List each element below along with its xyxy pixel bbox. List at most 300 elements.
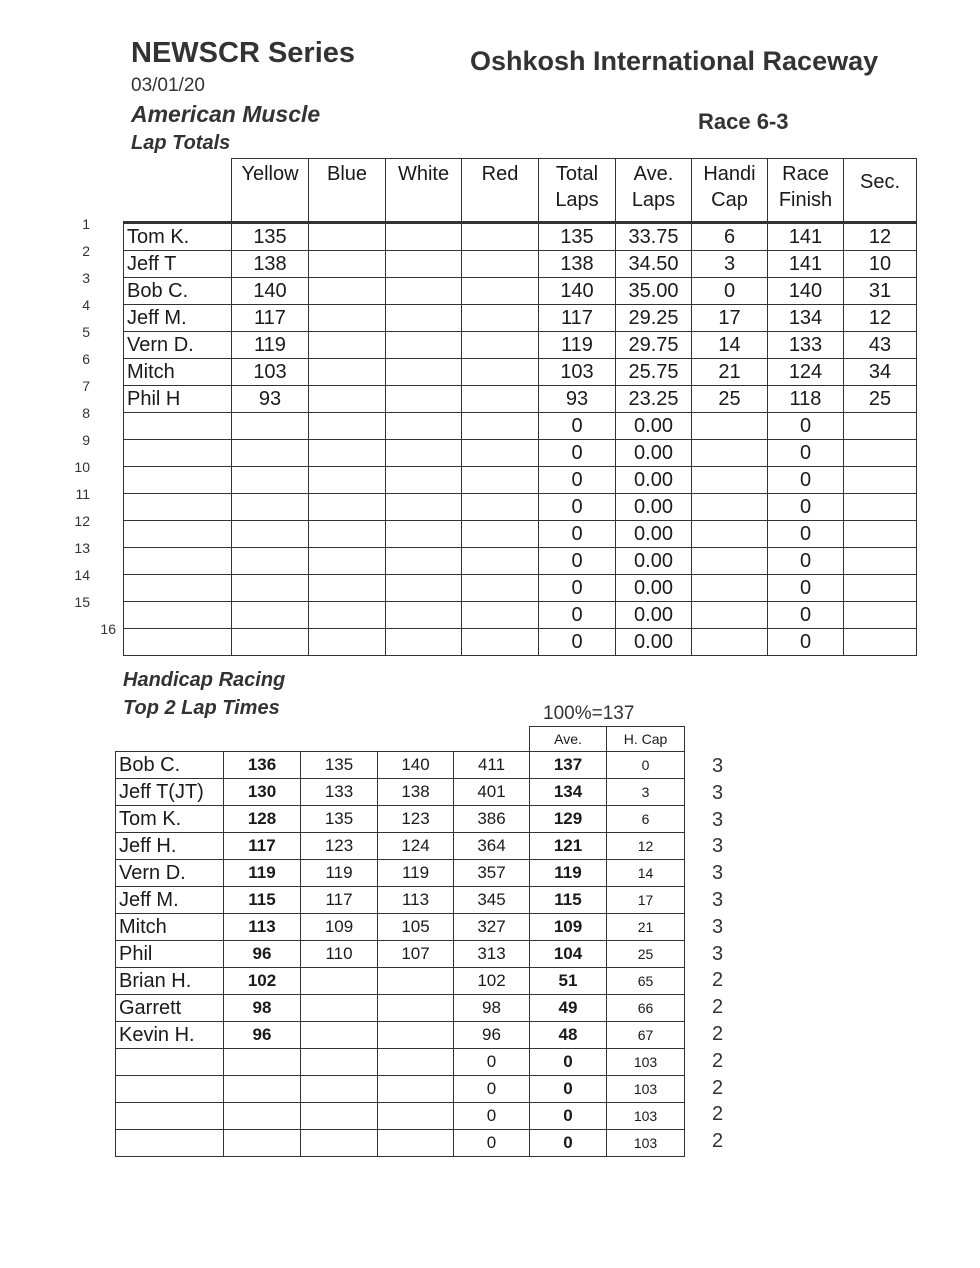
driver-name-cell: Brian H. [116,968,224,995]
header-blank [378,727,454,752]
table-cell [232,521,309,548]
table-cell: 119 [539,332,616,359]
table-cell [378,995,454,1022]
table-cell: 0 [539,467,616,494]
table-cell [462,467,539,494]
section-title-handicap-racing: Handicap Racing [123,669,286,691]
table-cell: 135 [301,752,378,779]
table-cell [224,1130,301,1157]
table-cell [462,332,539,359]
table-cell: 0 [539,629,616,656]
table-cell: 0.00 [616,494,692,521]
table-cell: 138 [378,779,454,806]
column-header [844,159,917,223]
handicap-cell: 21 [607,914,685,941]
handicap-cell: 12 [607,833,685,860]
table-cell [844,629,917,656]
table-cell: 411 [454,752,530,779]
table-cell [309,548,386,575]
percent-label: 100%=137 [543,703,635,724]
driver-name-cell: Phil H [124,386,232,413]
table-cell: 107 [378,941,454,968]
table-cell: 138 [539,251,616,278]
table-cell: 140 [768,278,844,305]
table-cell [378,1130,454,1157]
table-cell [309,359,386,386]
handicap-cell: 3 [607,779,685,806]
driver-name-cell [116,1049,224,1076]
table-cell: 29.25 [616,305,692,332]
table-cell [844,575,917,602]
table-cell: 141 [768,223,844,251]
table-cell [301,995,378,1022]
table-row [124,467,917,494]
column-header-line1: Ave. [633,163,674,185]
table-row [124,386,917,413]
row-number: 11 [75,486,90,502]
rating-value: 2 [712,1049,724,1072]
table-cell: 128 [224,806,301,833]
table-cell: 0 [454,1049,530,1076]
column-header-hcap: H. Cap [607,727,685,752]
table-cell: 134 [530,779,607,806]
table-row [124,575,917,602]
driver-name-cell: Garrett [116,995,224,1022]
table-cell: 104 [530,941,607,968]
table-cell [232,494,309,521]
table-row [124,223,917,251]
driver-name-cell: Jeff M. [116,887,224,914]
table-cell: 12 [844,223,917,251]
row-number: 4 [82,297,90,313]
table-cell: 3 [692,251,768,278]
section-subtitle-top-2-lap-times: Top 2 Lap Times [123,697,280,719]
table-cell: 0 [530,1049,607,1076]
row-number: 10 [74,459,90,475]
table-cell: 105 [378,914,454,941]
row-number: 2 [82,243,90,259]
table-cell: 110 [301,941,378,968]
table-cell: 113 [378,887,454,914]
table-cell: 0.00 [616,629,692,656]
table-row [116,806,685,833]
driver-name-cell: Bob C. [116,752,224,779]
handicap-cell: 6 [607,806,685,833]
table-cell [462,305,539,332]
table-row [124,494,917,521]
column-header [768,159,844,223]
table-cell [378,1022,454,1049]
column-header-line2: Finish [778,189,833,211]
rating-value: 2 [712,969,724,992]
handicap-table [115,726,685,1157]
table-cell: 93 [539,386,616,413]
driver-name-cell: Vern D. [124,332,232,359]
table-cell: 0 [539,494,616,521]
table-cell [309,413,386,440]
driver-name-cell: Bob C. [124,278,232,305]
rating-value: 3 [712,942,724,965]
row-number: 13 [74,540,90,556]
rating-value: 2 [712,1023,724,1045]
table-cell: 0 [454,1103,530,1130]
column-header [616,159,692,223]
driver-name-cell [116,1130,224,1157]
table-cell [462,440,539,467]
table-cell [378,968,454,995]
table-cell: 0 [692,278,768,305]
row-number: 14 [74,567,90,583]
handicap-cell: 17 [607,887,685,914]
table-cell: 102 [454,968,530,995]
table-cell [309,332,386,359]
table-cell: 12 [844,305,917,332]
table-cell: 0 [530,1130,607,1157]
column-header [539,159,616,223]
table-cell: 51 [530,968,607,995]
table-cell [309,467,386,494]
driver-name-cell [124,521,232,548]
table-cell [462,223,539,251]
table-cell [224,1076,301,1103]
table-cell [232,629,309,656]
table-cell: 109 [530,914,607,941]
table-cell [309,278,386,305]
table-cell: 357 [454,860,530,887]
table-cell: 21 [692,359,768,386]
table-cell [844,440,917,467]
table-cell: 0 [768,602,844,629]
table-cell: 119 [378,860,454,887]
lap-totals-table [123,158,917,656]
table-cell: 140 [378,752,454,779]
table-cell [386,575,462,602]
table-cell [232,413,309,440]
table-row [124,602,917,629]
table-cell: 135 [539,223,616,251]
table-cell: 140 [232,278,309,305]
table-cell [386,602,462,629]
table-cell: 124 [378,833,454,860]
table-cell: 135 [301,806,378,833]
driver-name-cell [116,1076,224,1103]
driver-name-cell: Jeff T [124,251,232,278]
table-cell [692,467,768,494]
table-cell: 123 [301,833,378,860]
row-number: 3 [82,270,90,286]
handicap-cell: 103 [607,1049,685,1076]
driver-name-cell [116,1103,224,1130]
driver-name-cell [124,494,232,521]
table-cell [462,359,539,386]
table-row [124,413,917,440]
table-cell: 6 [692,223,768,251]
rating-value: 3 [712,808,724,831]
table-cell: 0.00 [616,413,692,440]
column-header [692,159,768,223]
table-cell [386,494,462,521]
table-cell [844,548,917,575]
table-cell: 33.75 [616,223,692,251]
column-header-line1: Handi [703,163,756,185]
column-header-ave: Ave. [530,727,607,752]
column-header-line2: Laps [631,189,676,211]
table-cell: 17 [692,305,768,332]
table-cell: 0 [768,521,844,548]
table-cell: 34.50 [616,251,692,278]
rating-value: 2 [712,1130,724,1153]
table-cell: 29.75 [616,332,692,359]
header-blank [224,727,301,752]
table-cell [309,602,386,629]
column-header [462,159,539,223]
table-cell [692,521,768,548]
row-number: 7 [82,378,90,394]
table-cell: 25.75 [616,359,692,386]
table-cell [386,251,462,278]
table-cell [844,521,917,548]
table-row [116,1103,685,1130]
table-row [124,359,917,386]
table-cell [309,386,386,413]
table-cell [844,467,917,494]
table-cell: 118 [768,386,844,413]
table-cell [232,548,309,575]
table-cell [309,629,386,656]
row-number: 1 [82,216,90,232]
handicap-cell: 67 [607,1022,685,1049]
row-number: 6 [82,351,90,367]
table-cell [309,440,386,467]
table-cell: 0.00 [616,521,692,548]
table-row [124,305,917,332]
table-cell: 117 [232,305,309,332]
column-header-line1: Race [782,163,829,185]
table-cell: 119 [301,860,378,887]
table-cell: 345 [454,887,530,914]
table-cell [386,223,462,251]
table-row [116,941,685,968]
table-cell: 102 [224,968,301,995]
table-cell [462,494,539,521]
row-number: 15 [74,594,90,610]
table-cell [692,629,768,656]
table-cell: 327 [454,914,530,941]
race-date: 03/01/20 [131,75,205,96]
table-cell: 96 [454,1022,530,1049]
column-header-line1: Sec. [859,171,901,193]
table-cell [301,1076,378,1103]
table-cell [309,223,386,251]
table-cell: 117 [539,305,616,332]
table-cell [301,1049,378,1076]
table-cell [378,1103,454,1130]
table-cell [309,494,386,521]
table-cell: 0 [530,1076,607,1103]
table-row [116,968,685,995]
table-row [116,1130,685,1157]
table-cell [692,575,768,602]
table-cell [386,629,462,656]
table-cell: 103 [539,359,616,386]
table-row [124,332,917,359]
table-row [124,251,917,278]
table-cell [378,1049,454,1076]
table-cell: 0.00 [616,467,692,494]
table-cell [844,413,917,440]
table-cell: 121 [530,833,607,860]
table-cell [386,440,462,467]
table-cell [232,467,309,494]
driver-name-cell: Tom K. [124,223,232,251]
driver-name-cell [124,602,232,629]
table-cell [462,278,539,305]
race-number: Race 6-3 [698,109,789,134]
table-cell: 0.00 [616,440,692,467]
rating-value: 2 [712,996,724,1019]
table-cell [462,575,539,602]
table-cell [462,548,539,575]
column-header [386,159,462,223]
driver-name-cell: Kevin H. [116,1022,224,1049]
table-cell [309,251,386,278]
table-cell: 123 [378,806,454,833]
driver-name-cell [124,440,232,467]
table-cell [301,1022,378,1049]
column-header-line1: White [397,163,450,185]
table-cell: 0 [539,575,616,602]
table-cell: 0 [768,440,844,467]
table-cell: 109 [301,914,378,941]
table-row [116,1076,685,1103]
rating-value: 2 [712,1076,724,1099]
table-cell [692,494,768,521]
table-cell: 49 [530,995,607,1022]
table-cell [386,413,462,440]
table-cell: 113 [224,914,301,941]
driver-name-cell [124,629,232,656]
table-cell: 34 [844,359,917,386]
table-cell [386,359,462,386]
column-header-line2: Laps [555,189,599,211]
table-cell: 115 [530,887,607,914]
table-cell: 0 [454,1130,530,1157]
table-cell: 0.00 [616,548,692,575]
table-cell: 0 [768,467,844,494]
table-row [124,548,917,575]
table-cell [309,305,386,332]
table-row [116,779,685,806]
row-number: 16 [100,621,116,637]
column-header [309,159,386,223]
table-cell [462,629,539,656]
handicap-cell: 25 [607,941,685,968]
table-row [116,1022,685,1049]
column-header-line1: Yellow [241,163,299,185]
table-cell [844,494,917,521]
table-cell: 0 [768,548,844,575]
table-cell: 136 [224,752,301,779]
rating-value: 3 [712,915,724,938]
table-cell: 364 [454,833,530,860]
rating-value: 3 [712,889,724,911]
driver-name-cell: Mitch [116,914,224,941]
table-cell: 10 [844,251,917,278]
table-cell: 0 [539,413,616,440]
table-cell [301,968,378,995]
driver-name-cell: Jeff M. [124,305,232,332]
table-cell: 141 [768,251,844,278]
handicap-cell: 103 [607,1103,685,1130]
table-row [116,860,685,887]
table-cell [462,413,539,440]
handicap-cell: 66 [607,995,685,1022]
rating-value: 3 [712,835,724,858]
table-cell: 0 [530,1103,607,1130]
table-row [116,752,685,779]
header-blank [301,727,378,752]
table-cell: 137 [530,752,607,779]
table-cell [232,440,309,467]
table-cell [386,521,462,548]
table-cell [386,278,462,305]
driver-name-cell: Mitch [124,359,232,386]
table-cell: 313 [454,941,530,968]
column-header-line1: Blue [326,163,368,185]
driver-name-cell: Tom K. [116,806,224,833]
table-cell: 115 [224,887,301,914]
table-cell: 103 [232,359,309,386]
table-cell: 0.00 [616,602,692,629]
table-cell [386,332,462,359]
table-cell [309,575,386,602]
table-cell: 96 [224,941,301,968]
class-name: American Muscle [131,101,321,127]
table-cell: 117 [301,887,378,914]
table-cell: 135 [232,223,309,251]
driver-name-cell [124,575,232,602]
table-cell: 98 [224,995,301,1022]
table-cell: 0.00 [616,575,692,602]
driver-name-cell: Jeff H. [116,833,224,860]
rating-value: 3 [712,862,724,885]
rating-value: 3 [712,755,724,777]
table-cell: 138 [232,251,309,278]
track-name: Oshkosh International Raceway [470,46,879,76]
table-cell [301,1130,378,1157]
column-header-line1: Red [481,163,519,185]
table-cell: 0 [768,629,844,656]
table-cell: 140 [539,278,616,305]
table-cell: 25 [692,386,768,413]
table-cell: 119 [224,860,301,887]
section-title-lap-totals: Lap Totals [131,132,231,154]
table-cell [692,602,768,629]
table-cell: 0 [454,1076,530,1103]
table-cell: 0 [539,440,616,467]
driver-name-cell: Phil [116,941,224,968]
row-number: 12 [74,513,90,529]
row-number: 8 [82,405,90,421]
rating-value: 3 [712,781,724,804]
table-cell: 98 [454,995,530,1022]
handicap-cell: 65 [607,968,685,995]
table-cell: 35.00 [616,278,692,305]
table-cell: 119 [530,860,607,887]
driver-name-cell: Jeff T(JT) [116,779,224,806]
table-cell: 130 [224,779,301,806]
table-cell: 25 [844,386,917,413]
